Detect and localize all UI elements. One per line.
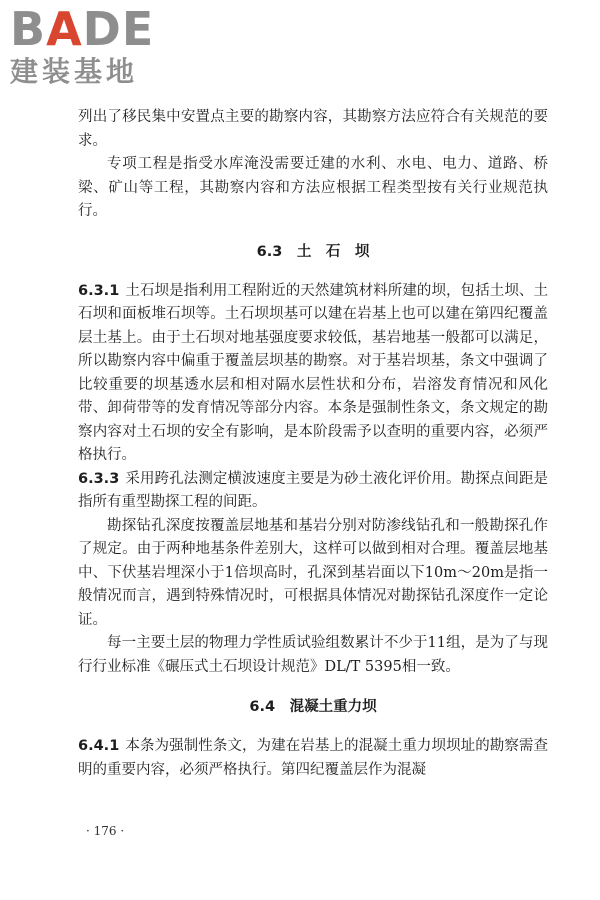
paragraph-special-projects: 专项工程是指受水库淹没需要迁建的水利、水电、电力、道路、桥梁、矿山等工程，其勘察内容和方法应根据工程类型按有关行业规范执行。 <box>78 156 548 219</box>
paragraph-drilling-depth: 勘探钻孔深度按覆盖层地基和基岩分别对防渗线钻孔和一般勘探孔作了规定。由于两种地基条件差别大，这样可以做到相对合理。覆盖层地基中、下伏基岩埋深小于1倍坝高时，孔深到基岩面以下10m～20m是指一般情况而言，遇到特殊情况时，可根据具体情况对勘探钻孔深度作一定论证。 <box>78 517 548 628</box>
clause-6-4-1 <box>78 735 548 782</box>
logo-letter: B <box>10 2 47 56</box>
section-heading-6-4: 6.4 混凝土重力坝 <box>249 699 377 715</box>
clause-number: 6.3.1 <box>78 282 120 299</box>
document-body <box>78 106 548 782</box>
clause-number: 6.3.3 <box>78 470 120 487</box>
logo-letter-accent: A <box>46 2 83 56</box>
clause-text: 本条为强制性条文，为建在岩基上的混凝土重力坝坝址的勘察需查明的重要内容，必须严格执行。第四纪覆盖层作为混凝 <box>78 738 548 778</box>
clause-text: 采用跨孔法测定横波速度主要是为砂土液化评价用。勘探点间距是指所有重型勘探工程的间距。 <box>78 470 548 510</box>
logo-letters: DE <box>82 2 155 56</box>
clause-6-3-1 <box>78 280 548 468</box>
section-heading-6-3: 6.3 土 石 坝 <box>256 243 370 260</box>
logo-subtitle: 建装基地 <box>10 55 139 88</box>
paragraph-continued: 列出了移民集中安置点主要的勘察内容，其勘察方法应符合有关规范的要求。 <box>78 109 548 149</box>
paragraph-test-groups: 每一主要土层的物理力学性质试验组数累计不少于11组，是为了与现行行业标准《碾压式土石坝设计规范》DL/T 5395相一致。 <box>78 635 548 675</box>
clause-6-3-3 <box>78 468 548 515</box>
clause-number: 6.4.1 <box>78 738 120 754</box>
page-number: · 176 · <box>86 824 125 838</box>
logo-wordmark <box>10 2 155 56</box>
clause-text: 土石坝是指利用工程附近的天然建筑材料所建的坝，包括土坝、土石坝和面板堆石坝等。土石坝坝基可以建在岩基上也可以建在第四纪覆盖层土基上。由于土石坝对地基强度要求较低，基岩地基一般都可以满足，所以勘察内容中偏重于覆盖层坝基的勘察。对于基岩坝基，条文中强调了比较重要的坝基透水层和相对隔水层性状和分布，岩溶发育情况和风化带、卸荷带等的发育情况等部分内容。本条是强制性条文，条文规定的勘察内容对土石坝的安全有影响，是本阶段需予以查明的重要内容，必须严格执行。 <box>78 282 548 463</box>
bade-logo <box>10 2 155 88</box>
